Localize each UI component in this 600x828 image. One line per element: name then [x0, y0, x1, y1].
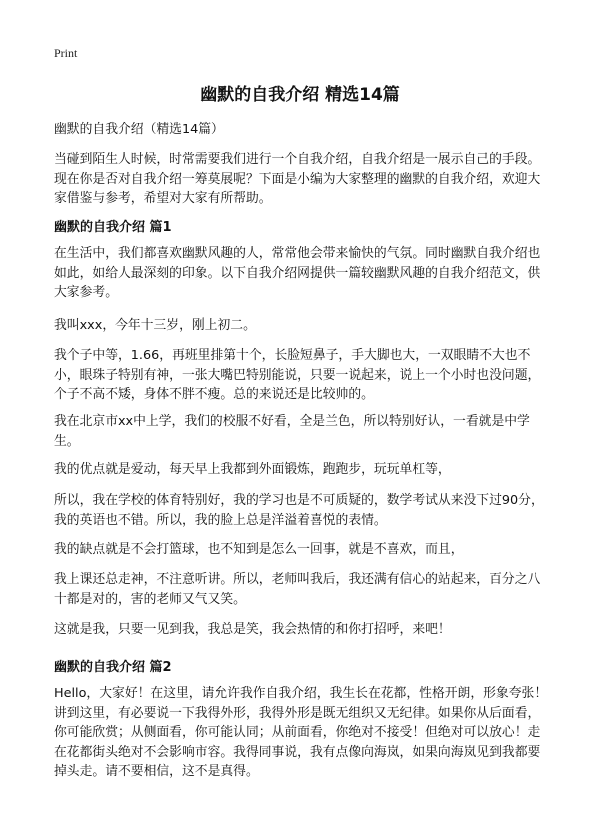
page-title: 幽默的自我介绍 精选14篇: [200, 85, 400, 105]
intro-paragraph: 当碰到陌生人时候，时常需要我们进行一个自我介绍，自我介绍是一展示自己的手段。现在你是否对自我介绍一筹莫展呢？下面是小编为大家整理的幽默的自我介绍，欢迎大家借鉴与参考，希望对大家有所帮助。: [54, 152, 541, 206]
print-link[interactable]: Print: [54, 46, 78, 60]
article1-paragraph: 所以，我在学校的体育特别好，我的学习也是不可质疑的，数学考试从来没下过90分，我的英语也不错。所以，我的脸上总是洋溢着喜悦的表情。: [54, 493, 544, 528]
article1-paragraph: 我上课还总走神，不注意听讲。所以，老师叫我后，我还满有信心的站起来，百分之八十都是对的，害的老师又气又笑。: [54, 572, 541, 607]
article1-paragraph: 我在北京市xx中上学，我们的校服不好看，全是兰色，所以特别好认，一看就是中学生。: [54, 414, 530, 449]
article-heading-2: 幽默的自我介绍 篇2: [54, 660, 172, 675]
article1-paragraph: 我叫xxx，今年十三岁，刚上初二。: [54, 318, 256, 333]
article2-paragraph: Hello，大家好！在这里，请允许我作自我介绍，我生长在花都，性格开朗，形象夸张！讲到这里，有必要说一下我得外形，我得外形是既无组织又无纪律。如果你从后面看，你可能欣赏；从侧面看，你可能认同；从前面看，你绝对不接受！但绝对可以放心！走在花都街头绝对不会影响市容。我得同事说，我有点像向海岚，如果向海岚见到我都要掉头走。请不要相信，这不是真得。: [54, 686, 548, 779]
article1-paragraph: 在生活中，我们都喜欢幽默风趣的人，常常他会带来愉快的气氛。同时幽默自我介绍也如此，如给人最深刻的印象。以下自我介绍网提供一篇较幽默风趣的自我介绍范文，供大家参考。: [54, 246, 541, 300]
article1-paragraph: 我的缺点就是不会打篮球，也不知到是怎么一回事，就是不喜欢，而且，: [54, 542, 464, 557]
article1-paragraph: 我的优点就是爱动，每天早上我都到外面锻炼，跑跑步，玩玩单杠等，: [54, 462, 451, 477]
article1-paragraph: 这就是我，只要一见到我，我总是笑，我会热情的和你打招呼，来吧！: [54, 622, 451, 637]
article-heading-1: 幽默的自我介绍 篇1: [54, 220, 172, 235]
article1-paragraph: 我个子中等，1.66，再班里排第十个，长脸短鼻子，手大脚也大，一双眼睛不大也不小，眼珠子特别有神，一张大嘴巴特别能说，只要一说起来，说上一个小时也没问题，个子不高不矮，身体不胖不瘦。总的来说还是比较帅的。: [54, 348, 541, 402]
intro-subtitle: 幽默的自我介绍（精选14篇）: [54, 122, 224, 137]
